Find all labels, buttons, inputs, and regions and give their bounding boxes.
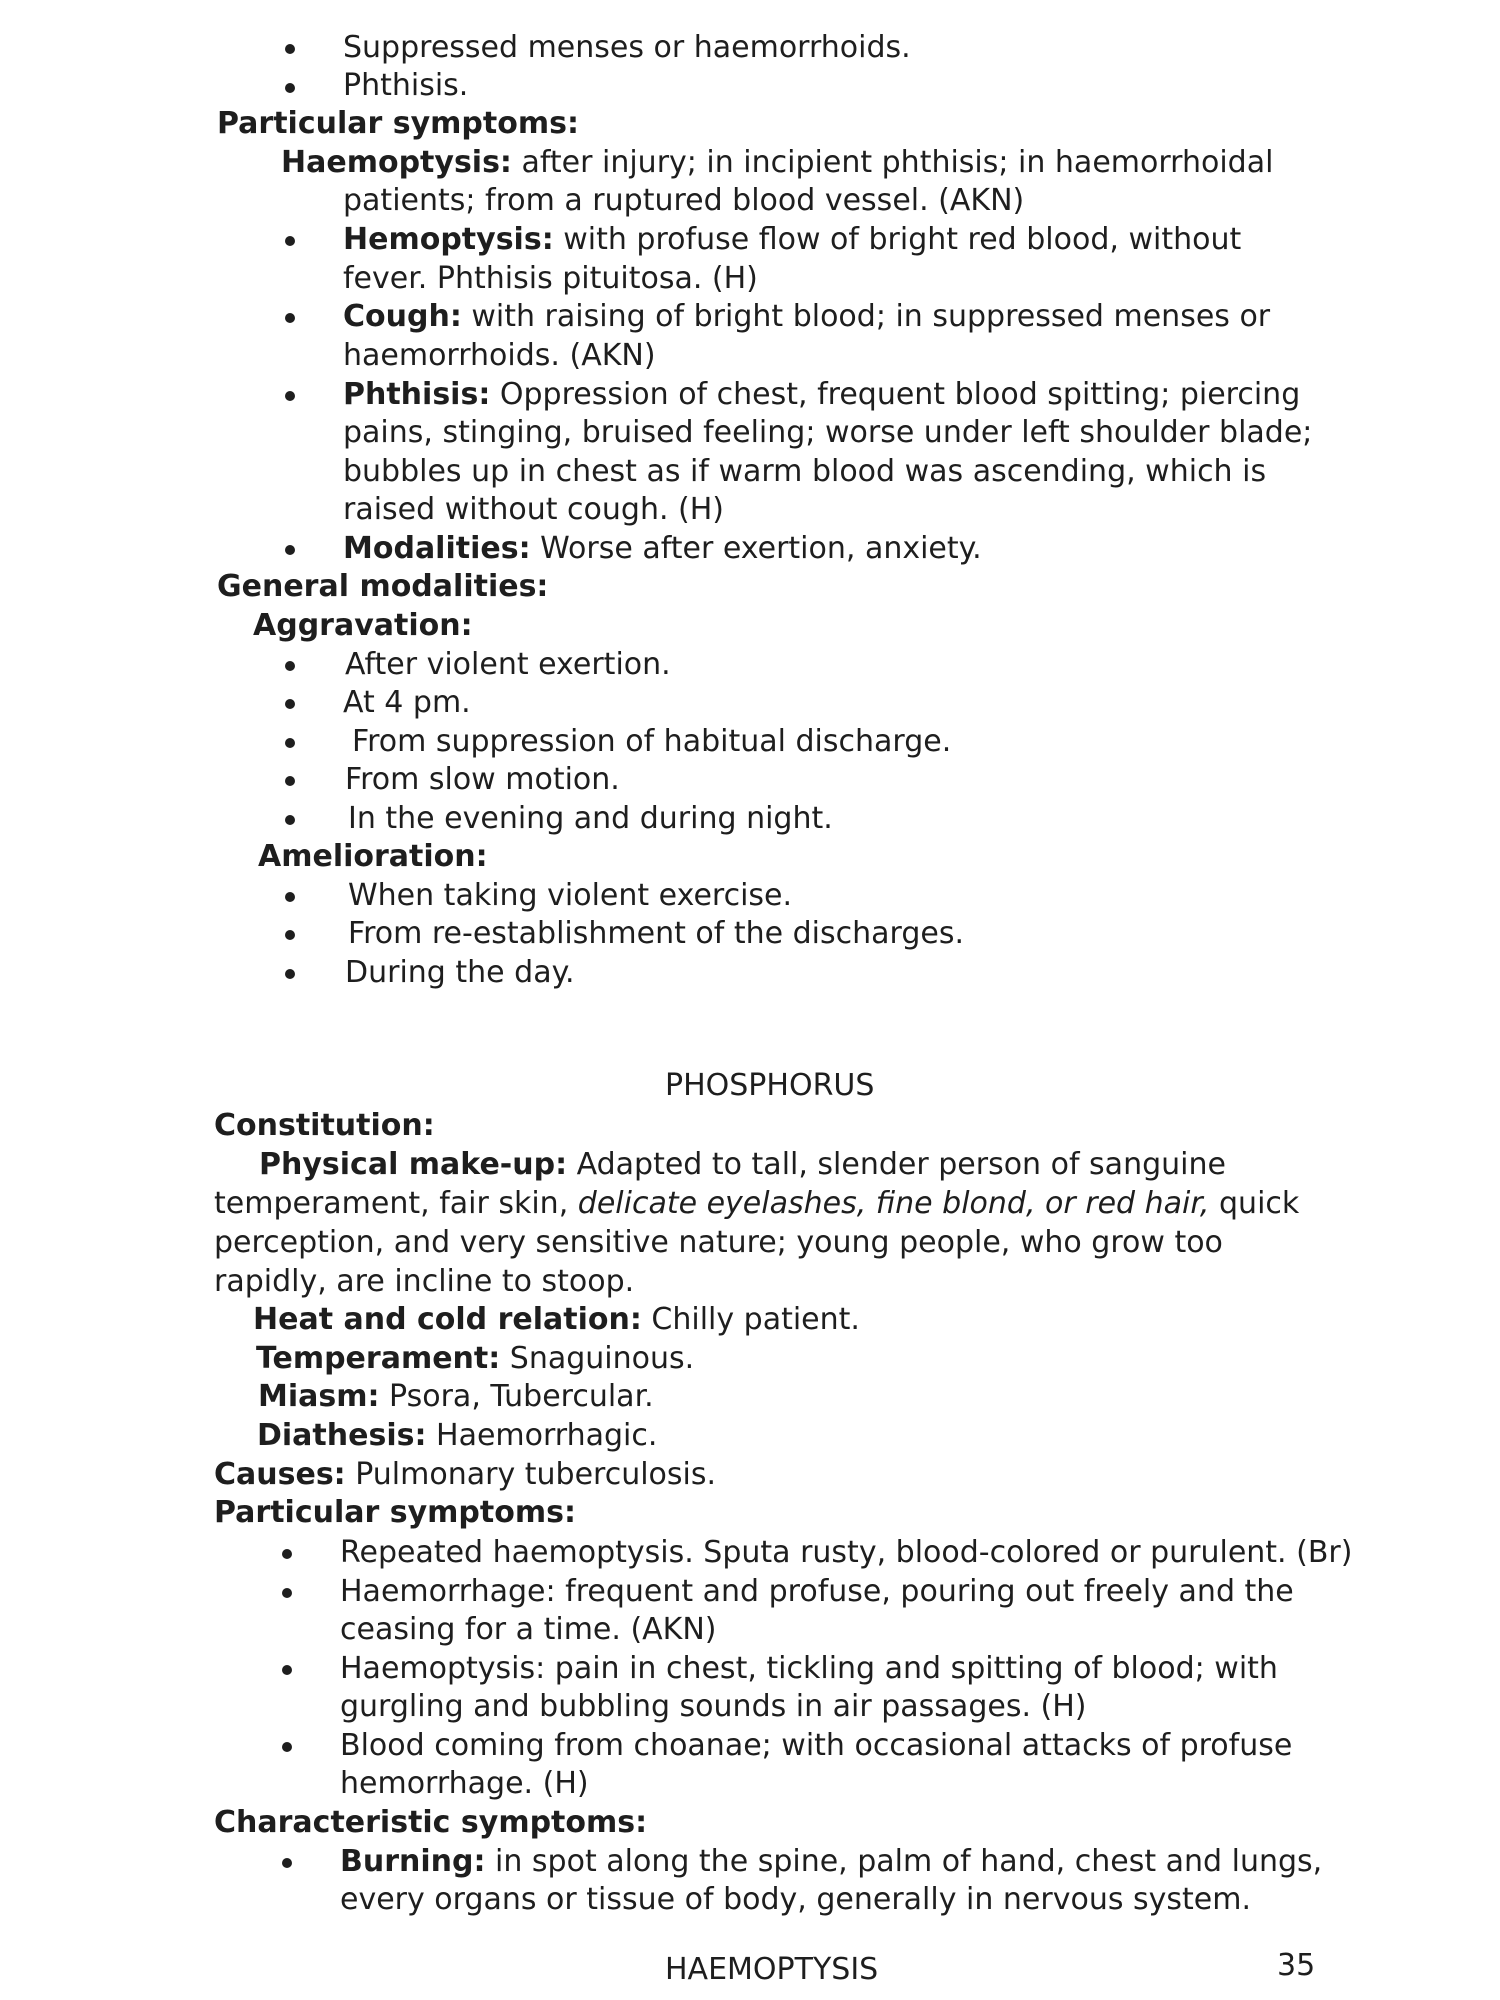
symptom-text: pains, stinging, bruised feeling; worse under left shoulder blade;: [343, 415, 1313, 450]
heat-cold-relation: [253, 1301, 860, 1339]
list-item: From re-establishment of the discharges.: [348, 916, 964, 951]
list-item: During the day.: [345, 955, 575, 990]
field-label: Physical make-up:: [259, 1147, 568, 1182]
bullet: [285, 930, 295, 940]
physical-makeup: [259, 1146, 1226, 1184]
symptom-label: Modalities:: [343, 531, 531, 566]
bullet: [282, 1742, 292, 1752]
bullet: [285, 313, 295, 323]
bullet: [285, 738, 295, 748]
bullet: [282, 1588, 292, 1598]
symptom-label: Haemoptysis:: [281, 145, 512, 180]
section-heading: General modalities:: [217, 569, 549, 604]
bullet: [285, 44, 295, 54]
symptom-text: with raising of bright blood; in suppressed menses or: [471, 299, 1271, 334]
field-label: Causes:: [214, 1457, 346, 1492]
bullet: [285, 892, 295, 902]
field-text: Adapted to tall, slender person of sanguine: [576, 1147, 1226, 1182]
field-text: Psora, Tubercular.: [389, 1379, 654, 1414]
list-item: After violent exertion.: [345, 647, 671, 682]
field-text: rapidly, are incline to stoop.: [214, 1264, 635, 1299]
list-item: Phthisis.: [343, 68, 469, 103]
field-text: quick: [1219, 1186, 1300, 1221]
physical-makeup-line: [214, 1185, 1299, 1223]
list-item: From slow motion.: [345, 762, 620, 797]
symptom-label: Hemoptysis:: [343, 222, 554, 257]
field-text: Haemorrhagic.: [436, 1418, 658, 1453]
list-item: Suppressed menses or haemorrhoids.: [343, 30, 911, 65]
field-label: Miasm:: [258, 1379, 380, 1414]
bullet: [285, 969, 295, 979]
field-text: Snaguinous.: [509, 1341, 695, 1376]
symptom-text: in spot along the spine, palm of hand, chest and lungs,: [495, 1844, 1323, 1879]
symptom-text: bubbles up in chest as if warm blood was ascending, which is: [343, 454, 1267, 489]
symptom-text: haemorrhoids. (AKN): [343, 338, 656, 373]
page-number: 35: [1277, 1948, 1316, 1983]
symptom-entry: [343, 376, 1300, 414]
diathesis: [257, 1417, 657, 1455]
temperament: [256, 1340, 694, 1378]
list-item: Blood coming from choanae; with occasional attacks of profuse: [340, 1728, 1293, 1763]
list-item: From suppression of habitual discharge.: [352, 724, 952, 759]
bullet: [282, 1549, 292, 1559]
symptom-text: raised without cough. (H): [343, 492, 724, 527]
bullet: [282, 1665, 292, 1675]
symptom-text: fever. Phthisis pituitosa. (H): [343, 261, 758, 296]
list-item: At 4 pm.: [343, 685, 471, 720]
causes: [214, 1456, 716, 1494]
symptom-text: after injury; in incipient phthisis; in haemorrhoidal: [521, 145, 1274, 180]
miasm: [258, 1378, 654, 1416]
bullet: [285, 391, 295, 401]
field-text: perception, and very sensitive nature; young people, who grow too: [214, 1225, 1223, 1260]
symptom-text: Oppression of chest, frequent blood spitting; piercing: [499, 377, 1301, 412]
bullet: [285, 236, 295, 246]
remedy-title: PHOSPHORUS: [665, 1068, 875, 1103]
field-label: Diathesis:: [257, 1418, 427, 1453]
bullet: [282, 1858, 292, 1868]
field-text: temperament, fair skin,: [214, 1186, 569, 1221]
bullet: [285, 699, 295, 709]
field-text: Pulmonary tuberculosis.: [355, 1457, 717, 1492]
symptom-label: Phthisis:: [343, 377, 491, 412]
symptom-entry: [340, 1843, 1322, 1881]
list-item-continuation: hemorrhage. (H): [340, 1766, 589, 1801]
bullet: [285, 83, 295, 93]
list-item: Haemoptysis: pain in chest, tickling and spitting of blood; with: [340, 1651, 1278, 1686]
subsection-heading: Aggravation:: [253, 608, 473, 643]
field-text: Chilly patient.: [651, 1302, 860, 1337]
list-item: Repeated haemoptysis. Sputa rusty, blood-colored or purulent. (Br): [340, 1535, 1353, 1570]
running-footer-title: HAEMOPTYSIS: [665, 1952, 879, 1987]
bullet: [285, 815, 295, 825]
section-heading: Particular symptoms:: [214, 1495, 576, 1530]
symptom-text: every organs or tissue of body, generally in nervous system.: [340, 1882, 1251, 1917]
list-item-continuation: gurgling and bubbling sounds in air passages. (H): [340, 1689, 1087, 1724]
field-text-italic: delicate eyelashes, fine blond, or red hair,: [577, 1186, 1210, 1221]
symptom-entry: [343, 298, 1270, 336]
list-item: In the evening and during night.: [348, 801, 833, 836]
subsection-heading: Amelioration:: [258, 839, 488, 874]
list-item: When taking violent exercise.: [348, 878, 793, 913]
section-heading: Constitution:: [214, 1108, 435, 1143]
list-item-continuation: ceasing for a time. (AKN): [340, 1612, 717, 1647]
list-item: Haemorrhage: frequent and profuse, pouring out freely and the: [340, 1574, 1294, 1609]
symptom-entry: [281, 144, 1273, 182]
symptom-label: Burning:: [340, 1844, 486, 1879]
bullet: [285, 545, 295, 555]
symptom-text: Worse after exertion, anxiety.: [540, 531, 982, 566]
symptom-entry: [343, 530, 982, 568]
field-label: Temperament:: [256, 1341, 501, 1376]
field-label: Heat and cold relation:: [253, 1302, 642, 1337]
symptom-text: with profuse flow of bright red blood, without: [563, 222, 1242, 257]
section-heading: Characteristic symptoms:: [214, 1805, 648, 1840]
bullet: [285, 661, 295, 671]
bullet: [285, 776, 295, 786]
symptom-label: Cough:: [343, 299, 462, 334]
symptom-text: patients; from a ruptured blood vessel. (AKN): [343, 183, 1025, 218]
symptom-entry: [343, 221, 1241, 259]
section-heading: Particular symptoms:: [217, 106, 579, 141]
